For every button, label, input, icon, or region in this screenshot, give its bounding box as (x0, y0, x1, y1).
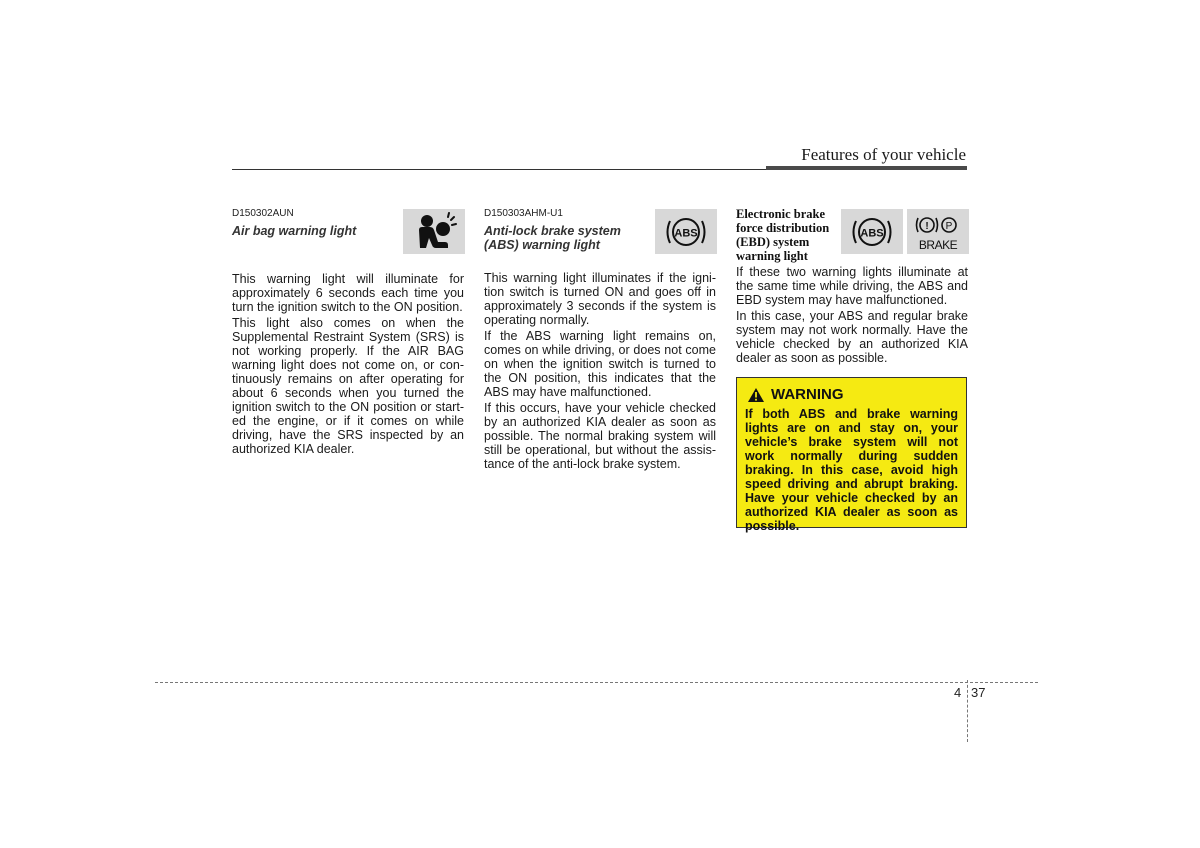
section-code: D150303AHM-U1 (484, 208, 563, 219)
paragraph: This warning light will illuminate for approximately 6 seconds each time you turn the ignition switch to the ON position. (232, 272, 464, 314)
footer-divider (967, 680, 968, 742)
paragraph: If this occurs, have your vehicle checked by an authorized KIA dealer as soon as possible. The normal braking system will still be operational, but without the assistance of the anti-lock brake system. (484, 401, 716, 471)
section-heading: Electronic brake force distribution (EBD) system warning light (736, 207, 830, 263)
abs-warning-icon (841, 209, 903, 254)
paragraph: This warning light illuminates if the ignition switch is turned ON and goes off in approximately 3 seconds if the system is operating normally. (484, 271, 716, 327)
section-body (736, 265, 968, 365)
abs-warning-icon (655, 209, 717, 254)
section-heading: Anti-lock brake system (ABS) warning light (484, 224, 621, 252)
brake-icon-text: BRAKE (918, 237, 958, 252)
section-body (484, 271, 716, 471)
page-number: 37 (971, 685, 986, 700)
abs-icon-text: ABS (674, 227, 698, 239)
footer-rule (155, 682, 1038, 683)
warning-title: WARNING (771, 386, 844, 403)
warning-triangle-icon (747, 387, 765, 403)
section-body (232, 272, 464, 456)
section-heading: Air bag warning light (232, 224, 357, 238)
header-bar (766, 166, 967, 170)
svg-text:P: P (945, 220, 953, 232)
warning-heading (747, 386, 958, 404)
chapter-number: 4 (954, 685, 962, 700)
warning-text: If both ABS and brake warning lights are on and stay on, your vehicle’s brake system will not work normally during sudden braking. In this case, avoid high speed driving and abrupt braking. Have your vehicle checked by an authorized KIA dealer as soon as possible. (745, 407, 958, 533)
brake-warning-icon (907, 209, 969, 254)
abs-icon-text: ABS (860, 227, 884, 239)
paragraph: If these two warning lights illuminate at the same time while driving, the ABS and EBD system may have malfunctioned. (736, 265, 968, 307)
section-code: D150302AUN (232, 208, 294, 219)
page-header-title: Features of your vehicle (801, 145, 966, 164)
airbag-warning-icon (403, 209, 465, 254)
warning-box (736, 377, 967, 533)
paragraph: If the ABS warning light remains on, comes on while driving, or does not come on when the ignition switch is turned to the ON position, this indicates that the ABS may have malfunctioned. (484, 329, 716, 399)
svg-text:!: ! (925, 220, 929, 232)
paragraph: This light also comes on when the Supplemental Restraint System (SRS) is not working properly. If the AIR BAG warning light does not come on, or continuously remains on after operating for about 6 seconds when you turned the ignition switch to the ON position or started the engine, or if it comes on while driving, have the SRS inspected by an authorized KIA dealer. (232, 316, 464, 456)
paragraph: In this case, your ABS and regular brake system may not work normally. Have the vehicle checked by an authorized KIA dealer as soon as possible. (736, 309, 968, 365)
